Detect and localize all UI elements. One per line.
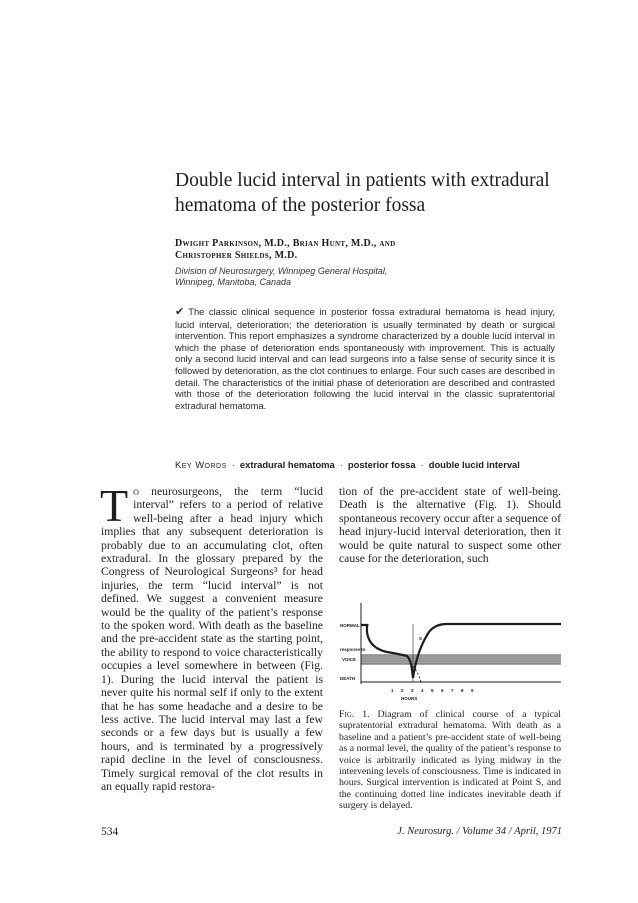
caption-text: Diagram of clinical course of a typical supratentorial extradural hematoma. With death as a baseline and a patient’s pre-accident state of well-being as a normal level, the quality of the patient’s response to voice is arbitrarily indicated as lying midway in the intervening levels of consciousness. Time is indicated in hours. Surgical intervention is indicated at Point S, and the continuing dotted line indicates inevitable death if surgery is delayed. <box>339 709 561 812</box>
figure-caption <box>339 709 561 812</box>
hour-tick: 5 <box>431 688 434 693</box>
keywords <box>175 459 555 471</box>
hour-tick: 1 <box>391 688 394 693</box>
body-column-left <box>100 480 323 793</box>
abstract-text: The classic clinical sequence in posterior fossa extradural hematoma is head injury, lucid interval, deterioration; the deterioration is usually terminated by death or surgical intervention. This report emphasizes a syndrome characterized by a double lucid interval in which the phase of deterioration ends spontaneously with improvement. This is actually only a second lucid interval and can lead surgeons into a false sense of security since it is followed by deterioration, as the clot continues to enlarge. Four such cases are described in detail. The characteristics of the initial phase of deterioration are described and contrasted with those of the deterioration following the lucid interval in the classic supratentorial extradural hematoma. <box>175 306 555 411</box>
normal-label: NORMAL <box>340 623 360 628</box>
checkmark-icon: ✔ <box>175 306 185 318</box>
affiliation <box>175 266 475 288</box>
keywords-label: Key Words <box>175 459 227 470</box>
recovery-line <box>413 624 561 678</box>
drop-cap: T <box>100 480 129 531</box>
keyword-separator: · <box>420 459 424 470</box>
keyword-separator: · <box>339 459 343 470</box>
keyword-item: double lucid interval <box>428 459 520 470</box>
hour-tick: 3 <box>411 688 414 693</box>
authors-line-2: Christopher Shields, M.D. <box>175 250 298 261</box>
affiliation-line-1: Division of Neurosurgery, Winnipeg General Hospital, <box>175 266 388 276</box>
keyword-separator: · <box>231 459 235 470</box>
clinical-course-line <box>361 625 413 678</box>
hour-tick: 2 <box>401 688 404 693</box>
body-column-right <box>339 485 561 565</box>
caption-label: Fig. 1. <box>339 709 370 720</box>
response-to-label: response to <box>340 647 366 652</box>
page-number: 534 <box>101 826 119 838</box>
hour-tick: 9 <box>471 688 474 693</box>
voice-label: VOICE <box>342 657 357 662</box>
figure-1 <box>339 600 561 705</box>
keyword-item: posterior fossa <box>347 459 416 470</box>
body-text-right: tion of the pre-accident state of well-being. Death is the alternative (Fig. 1). Should spontaneous recovery occur after a sequence of head injury-lucid interval deterioration, then it would be quite natural to suspect some other cause for the deterioration, such <box>339 485 561 566</box>
hour-tick: 4 <box>421 688 424 693</box>
authors-line-1: Dwight Parkinson, M.D., Brian Hunt, M.D., and <box>175 238 396 249</box>
hours-label: HOURS <box>401 696 418 701</box>
running-footer: J. Neurosurg. / Volume 34 / April, 1971 <box>397 826 562 837</box>
author-list <box>175 238 575 262</box>
hour-tick: 6 <box>441 688 444 693</box>
hour-tick: 7 <box>451 688 454 693</box>
death-label: DEATH <box>340 676 356 681</box>
abstract <box>175 306 555 411</box>
hours-ticks <box>391 688 474 693</box>
consciousness-diagram <box>339 600 561 705</box>
surgery-point-label: S <box>419 636 423 641</box>
article-title: Double lucid interval in patients with extradural hematoma of the posterior fossa <box>175 170 550 216</box>
body-text-left: neurosurgeons, the term “lucid interval” refers to a period of relative well-being after a head injury which implies that any subsequent deterioration is probably due to an accumulating clot, often extradural. In the glossary prepared by the Congress of Neurological Surgeons³ for head injuries, the term “lucid interval” is not defined. We suggest a convenient measure would be the quality of the patient’s response to the spoken word. With death as the baseline and the pre-accident state as the starting point, the ability to respond to voice characteristically occupies a level somewhere in between (Fig. 1). During the lucid interval the patient is never quite his normal self if only to the extent that he has some headache and a desire to be less active. The lucid interval may last a few seconds or a few days but is usually a few hours, and is terminated by a progressively rapid decline in the level of consciousness. Timely surgical removal of the clot results in an equally rapid restora- <box>101 485 323 793</box>
keyword-item: extradural hematoma <box>239 459 335 470</box>
affiliation-line-2: Winnipeg, Manitoba, Canada <box>175 277 291 287</box>
lead-in: o <box>133 485 139 498</box>
hour-tick: 8 <box>461 688 464 693</box>
